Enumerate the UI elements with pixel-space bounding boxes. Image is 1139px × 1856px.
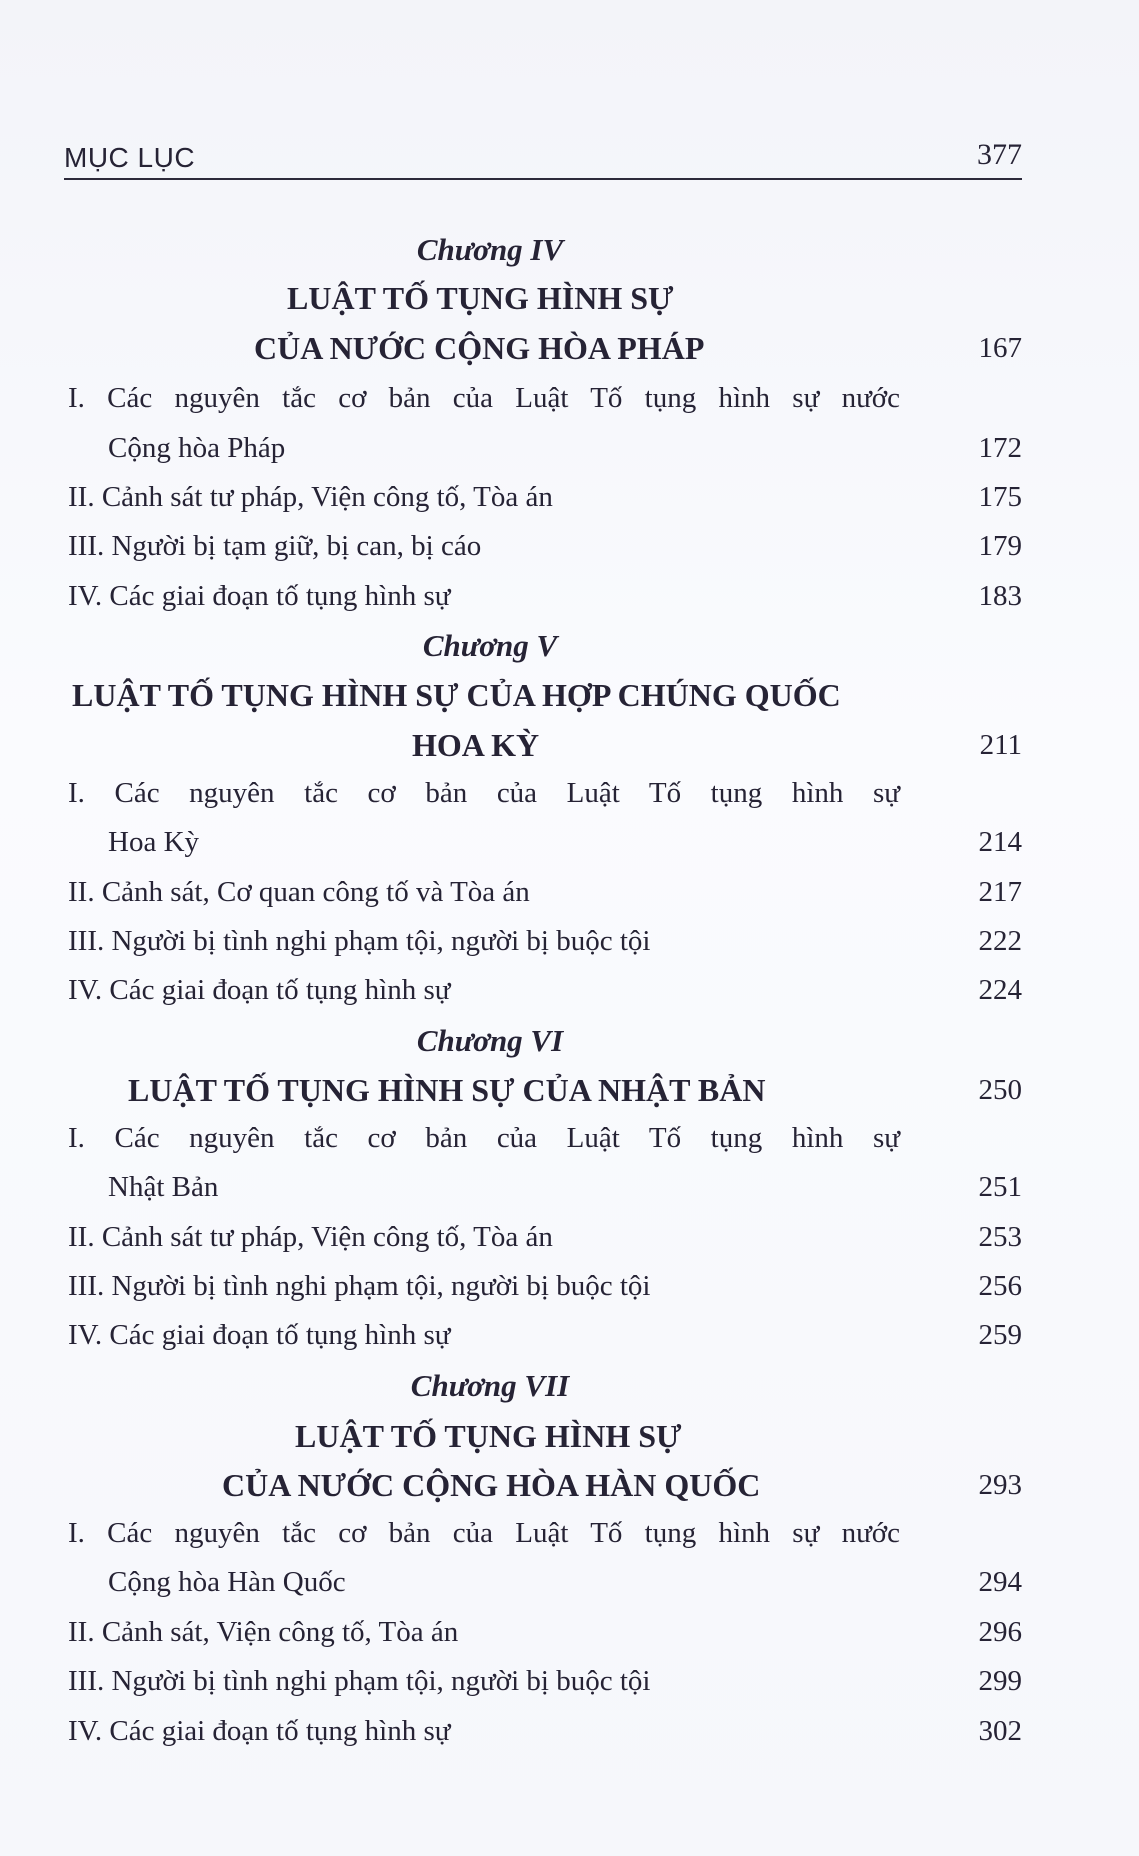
chapter-page-number: 250 [978,1074,1022,1106]
toc-page-number: 294 [978,1566,1022,1598]
toc-entry: IV. Các giai đoạn tố tụng hình sự [68,1319,451,1351]
toc-page-number: 224 [978,974,1022,1006]
toc-entry: I. Các nguyên tắc cơ bản của Luật Tố tụng hình sự [68,1122,900,1154]
toc-entry-continuation: Hoa Kỳ [108,826,200,858]
chapter-title-line: CỦA NƯỚC CỘNG HÒA HÀN QUỐC [222,1467,761,1503]
toc-page-number: 302 [978,1715,1022,1747]
chapter-label: Chương VII [410,1368,570,1403]
chapter-label: Chương V [422,628,558,663]
toc-page-number: 172 [978,432,1022,464]
chapter-label: Chương VI [416,1023,564,1058]
toc-entry: III. Người bị tình nghi phạm tội, người bị buộc tội [68,925,651,957]
toc-entry: I. Các nguyên tắc cơ bản của Luật Tố tụng hình sự nước [68,382,900,414]
chapter-title-line: LUẬT TỐ TỤNG HÌNH SỰ [295,1418,682,1454]
toc-entry: I. Các nguyên tắc cơ bản của Luật Tố tụng hình sự [68,777,900,809]
toc-page-number: 256 [978,1270,1022,1302]
toc-page-number: 299 [978,1665,1022,1697]
toc-page-number: 251 [978,1171,1022,1203]
chapter-page-number: 167 [978,332,1022,364]
toc-page-number: 175 [978,481,1022,513]
chapter-title-line: LUẬT TỐ TỤNG HÌNH SỰ [287,280,674,316]
chapter-title-line: LUẬT TỐ TỤNG HÌNH SỰ CỦA NHẬT BẢN [128,1072,766,1108]
toc-entry: IV. Các giai đoạn tố tụng hình sự [68,580,451,612]
chapter-page-number: 293 [978,1469,1022,1501]
toc-page-number: 179 [978,530,1022,562]
chapter-title-line: HOA KỲ [412,727,540,763]
toc-entry: III. Người bị tình nghi phạm tội, người bị buộc tội [68,1270,651,1302]
toc-entry: IV. Các giai đoạn tố tụng hình sự [68,1715,451,1747]
chapter-title-line: LUẬT TỐ TỤNG HÌNH SỰ CỦA HỢP CHÚNG QUỐC [72,677,841,713]
toc-entry: I. Các nguyên tắc cơ bản của Luật Tố tụng hình sự nước [68,1517,900,1549]
chapter-page-number: 211 [979,729,1022,761]
toc-page-number: 222 [978,925,1022,957]
toc-entry: II. Cảnh sát, Cơ quan công tố và Tòa án [68,876,530,908]
toc-page-number: 259 [978,1319,1022,1351]
toc-entry: III. Người bị tình nghi phạm tội, người bị buộc tội [68,1665,651,1697]
chapter-label: Chương IV [416,232,564,267]
toc-entry: II. Cảnh sát tư pháp, Viện công tố, Tòa án [68,481,553,513]
toc-entry-continuation: Cộng hòa Pháp [108,432,286,464]
toc-entry: III. Người bị tạm giữ, bị can, bị cáo [68,530,482,562]
toc-page-number: 296 [978,1616,1022,1648]
toc-page-number: 214 [978,826,1022,858]
header-title: MỤC LỤC [64,142,196,173]
chapter-title-line: CỦA NƯỚC CỘNG HÒA PHÁP [254,330,705,366]
toc-entry: II. Cảnh sát, Viện công tố, Tòa án [68,1616,459,1648]
running-header [64,138,1022,180]
toc-page-number: 253 [978,1221,1022,1253]
header-page-number: 377 [977,138,1022,171]
toc-entry: II. Cảnh sát tư pháp, Viện công tố, Tòa án [68,1221,553,1253]
toc-page-number: 183 [978,580,1022,612]
toc-page-number: 217 [978,876,1022,908]
toc-entry: IV. Các giai đoạn tố tụng hình sự [68,974,451,1006]
toc-entry-continuation: Nhật Bản [108,1171,219,1203]
toc-entry-continuation: Cộng hòa Hàn Quốc [108,1566,346,1598]
